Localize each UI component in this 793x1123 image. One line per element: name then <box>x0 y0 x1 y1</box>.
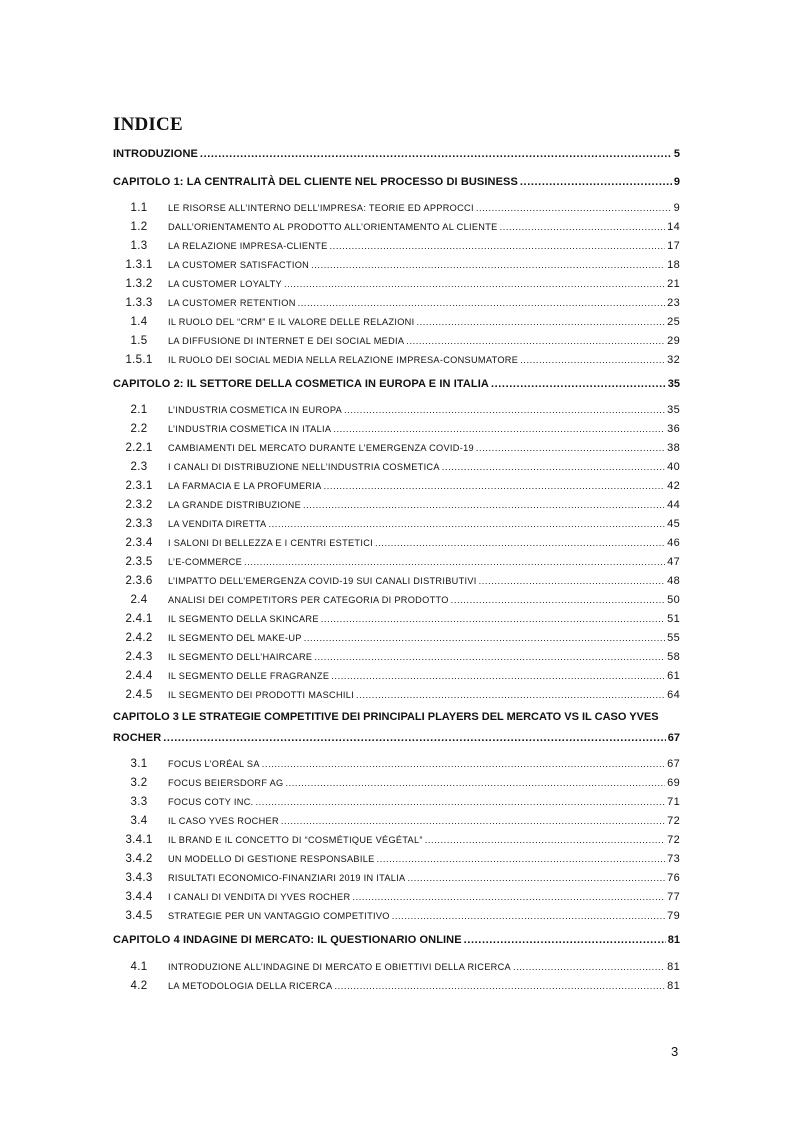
toc-entry-title: L’INDUSTRIA COSMETICA IN EUROPA <box>168 405 343 415</box>
toc-entry-title: LA DIFFUSIONE DI INTERNET E DEI SOCIAL MEDIA <box>168 336 405 346</box>
toc-entry-title: IL SEGMENTO DEL MAKE-UP <box>168 633 302 643</box>
toc-page-ref: 79 <box>667 910 680 922</box>
dot-leader <box>416 317 665 327</box>
toc-entry-title: L’IMPATTO DELL’EMERGENZA COVID-19 SUI CANALI DISTRIBUTIVI <box>168 576 477 586</box>
toc-page-ref: 48 <box>667 575 680 587</box>
toc-section-number: 2.4.1 <box>125 613 153 625</box>
toc-entry-title: CAPITOLO 4 INDAGINE DI MERCATO: IL QUESTIONARIO ONLINE <box>113 934 462 946</box>
toc-section-number: 3.1 <box>130 758 148 770</box>
dot-leader <box>298 298 666 308</box>
toc-chapter-row[interactable] <box>113 148 680 160</box>
toc-page-ref: 5 <box>673 148 680 160</box>
dot-leader <box>262 759 665 769</box>
toc-page-ref: 42 <box>667 480 680 492</box>
dot-leader <box>476 203 672 213</box>
toc-page-ref: 23 <box>667 297 680 309</box>
table-of-contents <box>113 0 680 1123</box>
toc-section-row[interactable] <box>113 853 680 865</box>
dot-leader <box>352 892 665 902</box>
toc-entry-title: LA FARMACIA E LA PROFUMERIA <box>168 481 322 491</box>
toc-section-row[interactable] <box>113 423 680 435</box>
toc-section-row[interactable] <box>113 594 680 606</box>
toc-section-row[interactable] <box>113 404 680 416</box>
toc-section-number: 3.4.4 <box>125 891 153 903</box>
toc-entry-title: L’INDUSTRIA COSMETICA IN ITALIA <box>168 424 332 434</box>
toc-page-ref: 72 <box>667 834 680 846</box>
dot-leader <box>284 279 665 289</box>
toc-section-number: 2.2 <box>130 423 148 435</box>
toc-chapter-row[interactable] <box>113 934 680 946</box>
toc-section-number: 3.3 <box>130 796 148 808</box>
toc-entry-title: ANALISI DEI COMPETITORS PER CATEGORIA DI PRODOTTO <box>168 595 449 605</box>
toc-section-row[interactable] <box>113 556 680 568</box>
toc-section-number: 4.1 <box>130 961 148 973</box>
dot-leader <box>303 500 665 510</box>
toc-section-number: 2.3 <box>130 461 148 473</box>
toc-section-row[interactable] <box>113 518 680 530</box>
toc-section-number: 2.4.3 <box>125 651 153 663</box>
toc-page-ref: 9 <box>673 176 680 188</box>
toc-page-ref: 77 <box>667 891 680 903</box>
toc-entry-title: I SALONI DI BELLEZZA E I CENTRI ESTETICI <box>168 538 373 548</box>
toc-page-ref: 38 <box>667 442 680 454</box>
toc-page-ref: 47 <box>667 556 680 568</box>
toc-section-row[interactable] <box>113 613 680 625</box>
toc-section-row[interactable] <box>113 758 680 770</box>
toc-section-row[interactable] <box>113 575 680 587</box>
dot-leader <box>491 378 666 390</box>
toc-section-row[interactable] <box>113 777 680 789</box>
dot-leader <box>268 519 665 529</box>
toc-page-ref: 73 <box>667 853 680 865</box>
toc-section-number: 2.3.2 <box>125 499 153 511</box>
toc-section-row[interactable] <box>113 480 680 492</box>
toc-section-number: 3.4.5 <box>125 910 153 922</box>
toc-section-number: 1.5 <box>130 335 148 347</box>
toc-entry-title: IL SEGMENTO DELLA SKINCARE <box>168 614 319 624</box>
toc-page-ref: 44 <box>667 499 680 511</box>
toc-entry-title: ROCHER <box>113 732 162 744</box>
toc-page-ref: 76 <box>667 872 680 884</box>
toc-section-row[interactable] <box>113 670 680 682</box>
toc-section-number: 3.4.3 <box>125 872 153 884</box>
dot-leader <box>314 652 665 662</box>
dot-leader <box>513 962 665 972</box>
toc-section-row[interactable] <box>113 354 680 366</box>
toc-page-ref: 29 <box>667 335 680 347</box>
toc-page-ref: 55 <box>667 632 680 644</box>
toc-section-number: 2.3.6 <box>125 575 153 587</box>
toc-entry-title: STRATEGIE PER UN VANTAGGIO COMPETITIVO <box>168 911 390 921</box>
toc-section-number: 3.2 <box>130 777 148 789</box>
toc-entry-title: LA GRANDE DISTRIBUZIONE <box>168 500 301 510</box>
toc-section-number: 2.4.2 <box>125 632 153 644</box>
dot-leader <box>451 595 665 605</box>
toc-section-number: 1.3.3 <box>125 297 153 309</box>
toc-section-row[interactable] <box>113 259 680 271</box>
toc-section-row[interactable] <box>113 278 680 290</box>
toc-page-ref: 72 <box>667 815 680 827</box>
toc-section-number: 3.4.2 <box>125 853 153 865</box>
toc-section-number: 2.3.4 <box>125 537 153 549</box>
toc-page-ref: 35 <box>667 404 680 416</box>
toc-section-number: 2.4 <box>130 594 148 606</box>
toc-section-number: 1.4 <box>130 316 148 328</box>
toc-page-ref: 64 <box>667 689 680 701</box>
dot-leader <box>324 481 666 491</box>
toc-entry-title: I CANALI DI DISTRIBUZIONE NELL’INDUSTRIA COSMETICA <box>168 462 440 472</box>
toc-entry-title: FOCUS COTY INC. <box>168 797 254 807</box>
dot-leader <box>304 633 665 643</box>
dot-leader <box>256 797 666 807</box>
toc-section-row[interactable] <box>113 891 680 903</box>
dot-leader <box>334 981 665 991</box>
toc-section-row[interactable] <box>113 499 680 511</box>
dot-leader <box>425 835 665 845</box>
dot-leader <box>285 778 665 788</box>
dot-leader <box>406 336 665 346</box>
toc-section-number: 1.2 <box>130 221 148 233</box>
dot-leader <box>392 911 665 921</box>
toc-page-ref: 69 <box>667 777 680 789</box>
toc-section-row[interactable] <box>113 221 680 233</box>
dot-leader <box>520 176 672 188</box>
toc-section-row[interactable] <box>113 834 680 846</box>
dot-leader <box>333 424 665 434</box>
toc-entry-title: IL RUOLO DEL “CRM” E IL VALORE DELLE RELAZIONI <box>168 317 415 327</box>
page-number: 3 <box>671 1044 679 1059</box>
toc-section-number: 4.2 <box>130 980 148 992</box>
toc-page-ref: 40 <box>667 461 680 473</box>
toc-entry-title: L’E-COMMERCE <box>168 557 243 567</box>
toc-entry-title: DALL’ORIENTAMENTO AL PRODOTTO ALL’ORIENTAMENTO AL CLIENTE <box>168 222 498 232</box>
toc-section-row[interactable] <box>113 461 680 473</box>
dot-leader <box>476 443 665 453</box>
toc-chapter-line[interactable]: CAPITOLO 3 LE STRATEGIE COMPETITIVE DEI PRINCIPALI PLAYERS DEL MERCATO VS IL CASO YVES <box>113 711 659 723</box>
toc-entry-title: FOCUS BEIERSDORF AG <box>168 778 284 788</box>
toc-section-row[interactable] <box>113 872 680 884</box>
toc-section-row[interactable] <box>113 980 680 992</box>
toc-section-number: 1.1 <box>130 202 148 214</box>
toc-page-ref: 46 <box>667 537 680 549</box>
toc-section-row[interactable] <box>113 689 680 701</box>
toc-page-ref: 67 <box>667 732 680 744</box>
toc-entry-title: LE RISORSE ALL’INTERNO DELL’IMPRESA: TEORIE ED APPROCCI <box>168 203 474 213</box>
toc-section-row[interactable] <box>113 442 680 454</box>
toc-entry-title: LA CUSTOMER LOYALTY <box>168 279 282 289</box>
toc-entry-title: LA CUSTOMER RETENTION <box>168 298 296 308</box>
toc-chapter-row[interactable] <box>113 732 680 744</box>
dot-leader <box>281 816 665 826</box>
dot-leader <box>163 732 665 744</box>
toc-section-number: 1.3 <box>130 240 148 252</box>
toc-page-ref: 58 <box>667 651 680 663</box>
toc-entry-title: INTRODUZIONE <box>113 148 198 160</box>
toc-entry-title: IL SEGMENTO DEI PRODOTTI MASCHILI <box>168 690 355 700</box>
toc-section-number: 2.3.1 <box>125 480 153 492</box>
toc-entry-title: LA VENDITA DIRETTA <box>168 519 267 529</box>
toc-section-number: 2.4.4 <box>125 670 153 682</box>
toc-section-number: 1.3.1 <box>125 259 153 271</box>
toc-section-row[interactable] <box>113 316 680 328</box>
toc-entry-title: LA CUSTOMER SATISFACTION <box>168 260 310 270</box>
dot-leader <box>464 934 666 946</box>
dot-leader <box>331 671 665 681</box>
toc-section-row[interactable] <box>113 297 680 309</box>
toc-section-row[interactable] <box>113 335 680 347</box>
toc-page-ref: 17 <box>667 240 680 252</box>
toc-entry-title: IL RUOLO DEI SOCIAL MEDIA NELLA RELAZIONE IMPRESA-CONSUMATORE <box>168 355 519 365</box>
toc-section-number: 2.1 <box>130 404 148 416</box>
toc-chapter-row[interactable] <box>113 176 680 188</box>
toc-entry-title: LA RELAZIONE IMPRESA-CLIENTE <box>168 241 328 251</box>
toc-section-number: 2.3.5 <box>125 556 153 568</box>
toc-entry-title: IL CASO YVES ROCHER <box>168 816 279 826</box>
toc-page-ref: 51 <box>667 613 680 625</box>
toc-page-ref: 67 <box>667 758 680 770</box>
toc-section-number: 1.3.2 <box>125 278 153 290</box>
dot-leader <box>520 355 665 365</box>
toc-page-ref: 50 <box>667 594 680 606</box>
toc-entry-title: CAMBIAMENTI DEL MERCATO DURANTE L’EMERGENZA COVID-19 <box>168 443 474 453</box>
toc-section-row[interactable] <box>113 537 680 549</box>
page-title: INDICE <box>113 114 183 135</box>
dot-leader <box>200 148 672 160</box>
toc-section-number: 2.3.3 <box>125 518 153 530</box>
toc-page-ref: 81 <box>667 934 680 946</box>
toc-entry-title: I CANALI DI VENDITA DI YVES ROCHER <box>168 892 351 902</box>
toc-page-ref: 81 <box>667 961 680 973</box>
dot-leader <box>244 557 665 567</box>
dot-leader <box>344 405 665 415</box>
toc-section-row[interactable] <box>113 651 680 663</box>
toc-section-number: 1.5.1 <box>125 354 153 366</box>
dot-leader <box>407 873 665 883</box>
toc-page-ref: 9 <box>673 202 680 214</box>
toc-page-ref: 14 <box>667 221 680 233</box>
toc-section-row[interactable] <box>113 632 680 644</box>
toc-entry-title: IL BRAND E IL CONCETTO DI “COSMÉTIQUE VÉGÉTAL” <box>168 835 423 845</box>
toc-section-row[interactable] <box>113 202 680 214</box>
toc-section-number: 2.4.5 <box>125 689 153 701</box>
toc-entry-title: CAPITOLO 1: LA CENTRALITÀ DEL CLIENTE NEL PROCESSO DI BUSINESS <box>113 176 518 188</box>
dot-leader <box>321 614 665 624</box>
toc-entry-title: LA METODOLOGIA DELLA RICERCA <box>168 981 333 991</box>
toc-section-number: 3.4.1 <box>125 834 153 846</box>
toc-page-ref: 32 <box>667 354 680 366</box>
dot-leader <box>330 241 666 251</box>
toc-page-ref: 21 <box>667 278 680 290</box>
toc-page-ref: 61 <box>667 670 680 682</box>
toc-section-number: 2.2.1 <box>125 442 153 454</box>
toc-entry-title: FOCUS L’ORÉAL SA <box>168 759 260 769</box>
toc-section-number: 3.4 <box>130 815 148 827</box>
toc-page-ref: 45 <box>667 518 680 530</box>
toc-page-ref: 25 <box>667 316 680 328</box>
toc-page-ref: 71 <box>667 796 680 808</box>
toc-section-row[interactable] <box>113 961 680 973</box>
dot-leader <box>311 260 665 270</box>
toc-page-ref: 36 <box>667 423 680 435</box>
toc-section-row[interactable] <box>113 815 680 827</box>
toc-section-row[interactable] <box>113 796 680 808</box>
dot-leader <box>377 854 666 864</box>
dot-leader <box>500 222 666 232</box>
toc-entry-title: CAPITOLO 2: IL SETTORE DELLA COSMETICA IN EUROPA E IN ITALIA <box>113 378 489 390</box>
toc-page-ref: 35 <box>667 378 680 390</box>
toc-entry-title: RISULTATI ECONOMICO-FINANZIARI 2019 IN ITALIA <box>168 873 406 883</box>
dot-leader <box>356 690 665 700</box>
toc-page-ref: 18 <box>667 259 680 271</box>
toc-entry-title: IL SEGMENTO DELL’HAIRCARE <box>168 652 313 662</box>
dot-leader <box>442 462 665 472</box>
toc-entry-title: UN MODELLO DI GESTIONE RESPONSABILE <box>168 854 375 864</box>
dot-leader <box>375 538 665 548</box>
toc-entry-title: IL SEGMENTO DELLE FRAGRANZE <box>168 671 330 681</box>
toc-section-row[interactable] <box>113 240 680 252</box>
toc-section-row[interactable] <box>113 910 680 922</box>
toc-chapter-row[interactable] <box>113 378 680 390</box>
toc-entry-title: INTRODUZIONE ALL’INDAGINE DI MERCATO E OBIETTIVI DELLA RICERCA <box>168 962 511 972</box>
toc-page-ref: 81 <box>667 980 680 992</box>
dot-leader <box>479 576 666 586</box>
